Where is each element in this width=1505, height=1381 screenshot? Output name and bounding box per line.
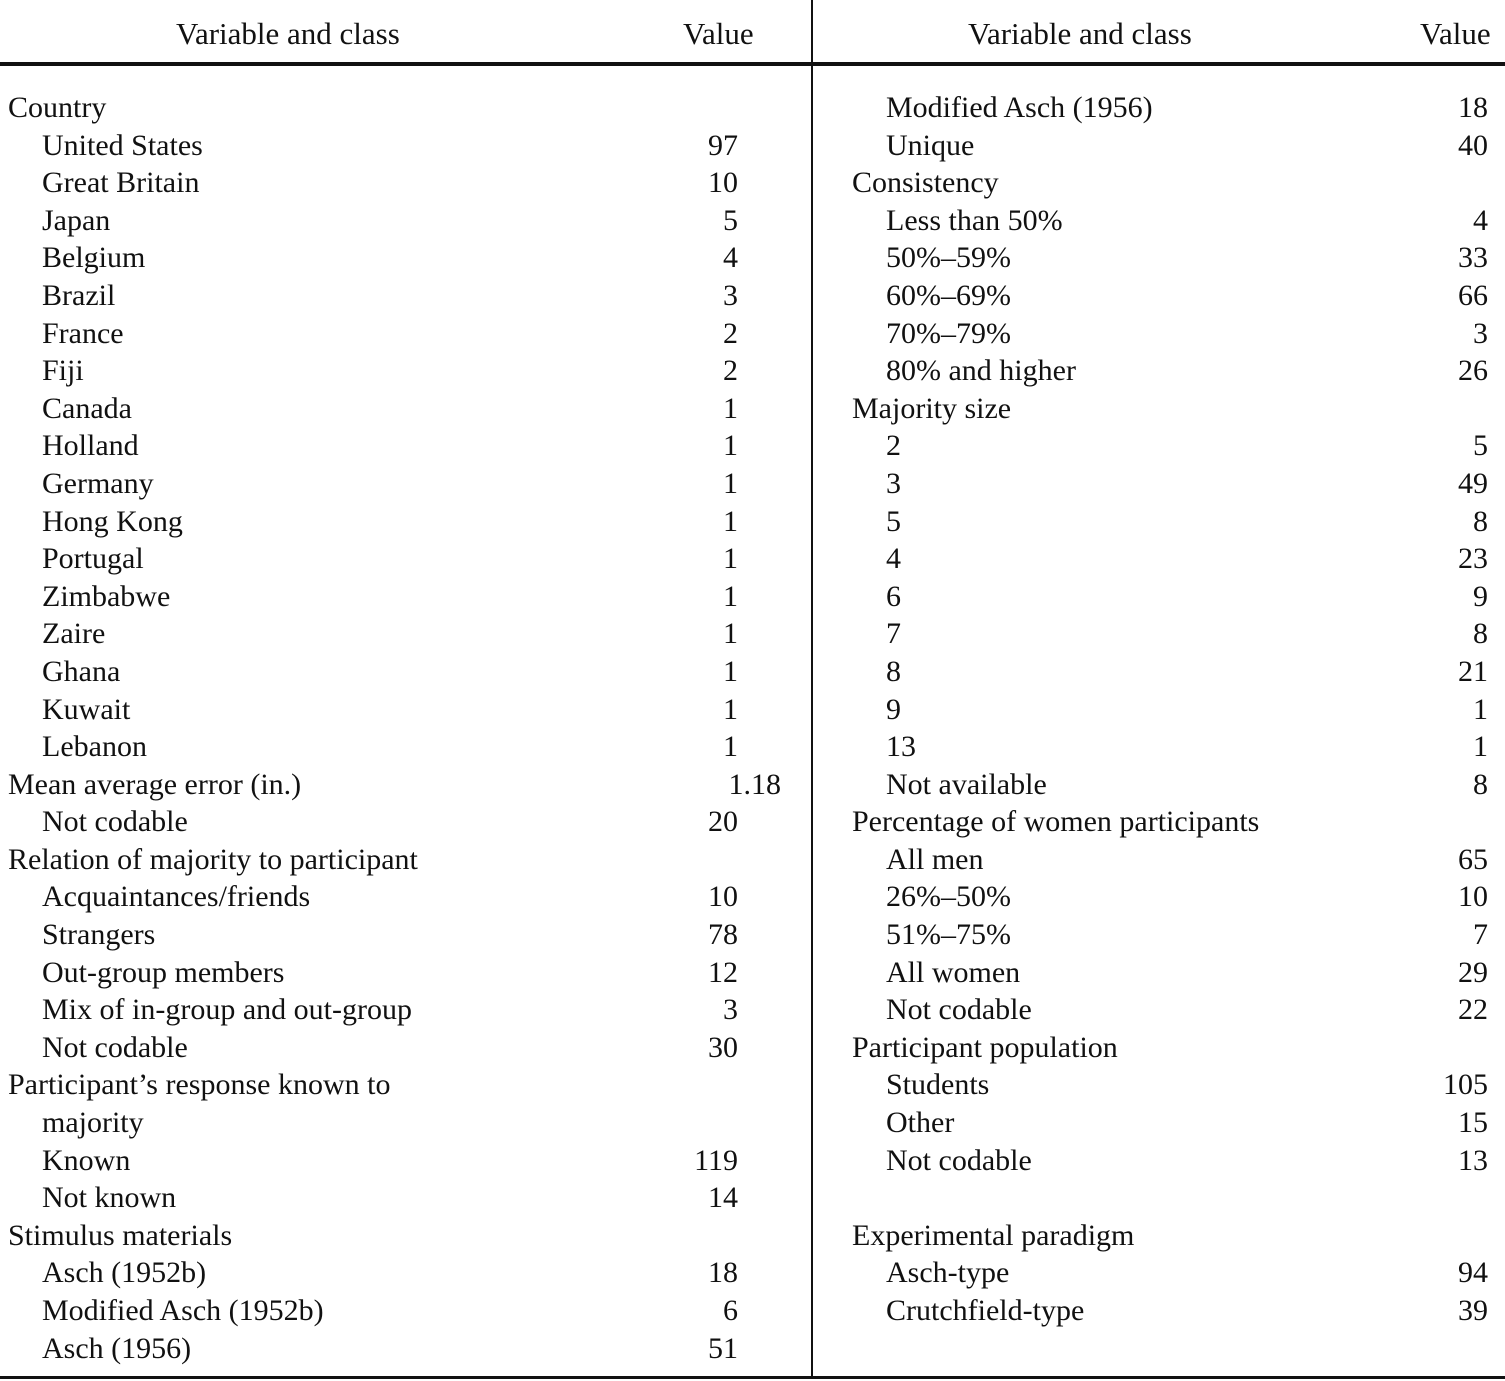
value-cell: 1 <box>723 654 738 688</box>
value-cell: 5 <box>723 203 738 237</box>
table-row <box>8 578 808 616</box>
class-label: Modified Asch (1952b) <box>42 1294 324 1327</box>
class-label: Lebanon <box>42 730 147 764</box>
value-cell: 4 <box>723 241 738 275</box>
value-cell: 3 <box>1473 316 1488 350</box>
class-label: 70%–79% <box>886 316 1011 350</box>
table-row <box>852 239 1502 277</box>
table-row <box>8 1029 808 1067</box>
class-label: 26%–50% <box>886 880 1011 914</box>
table-row <box>8 540 808 578</box>
value-cell: 39 <box>1458 1294 1488 1327</box>
table-row <box>8 202 808 240</box>
table-row <box>8 653 808 691</box>
value-cell: 78 <box>708 918 738 952</box>
table-row <box>852 127 1502 165</box>
variable-label: Mean average error (in.) <box>8 767 302 801</box>
class-label: Ghana <box>42 654 121 688</box>
table-row <box>852 89 1502 127</box>
value-cell: 3 <box>723 993 738 1027</box>
table-row <box>8 315 808 353</box>
table-row <box>8 615 808 653</box>
variable-label: Experimental paradigm <box>852 1218 1135 1252</box>
table-row <box>852 1292 1502 1330</box>
class-label: Out-group members <box>42 955 285 989</box>
value-cell: 1 <box>723 692 738 726</box>
class-label: 7 <box>886 617 901 651</box>
value-cell: 18 <box>708 1256 738 1290</box>
class-label: 9 <box>886 692 901 726</box>
class-label: Kuwait <box>42 692 131 726</box>
class-label: Hong Kong <box>42 504 183 538</box>
value-cell: 8 <box>1473 504 1488 538</box>
column-divider <box>811 0 813 1379</box>
value-cell: 29 <box>1458 955 1488 989</box>
table-row <box>8 954 808 992</box>
table-row <box>852 1179 1502 1217</box>
class-label: Asch (1952b) <box>42 1256 207 1290</box>
class-label: majority <box>42 1106 144 1140</box>
table-row <box>852 916 1502 954</box>
table-row <box>8 916 808 954</box>
value-cell: 4 <box>1473 203 1488 237</box>
header-rule <box>0 62 1505 66</box>
value-cell: 14 <box>708 1181 738 1215</box>
class-label: Other <box>886 1106 955 1140</box>
class-label: All women <box>886 955 1021 989</box>
right-variable-header: Variable and class <box>968 16 1192 51</box>
left-variable-header: Variable and class <box>176 16 400 51</box>
class-label: Students <box>886 1068 990 1102</box>
value-cell: 10 <box>708 166 738 200</box>
value-cell: 1.18 <box>728 767 781 801</box>
class-label: 50%–59% <box>886 241 1011 275</box>
table-row <box>852 427 1502 465</box>
table-row <box>852 954 1502 992</box>
table-row <box>8 503 808 541</box>
value-cell: 1 <box>723 504 738 538</box>
table-row <box>8 465 808 503</box>
table-row <box>8 1066 808 1104</box>
value-cell: 8 <box>1473 617 1488 651</box>
value-cell: 1 <box>1473 730 1488 764</box>
table-row <box>8 803 808 841</box>
class-label: Germany <box>42 466 154 500</box>
table-row <box>852 390 1502 428</box>
variable-label: Country <box>8 91 107 124</box>
class-label: Japan <box>42 203 111 237</box>
table-row <box>852 277 1502 315</box>
value-cell: 30 <box>708 1030 738 1064</box>
class-label: 6 <box>886 579 901 613</box>
table-row <box>8 427 808 465</box>
class-label: Not codable <box>42 805 188 839</box>
class-label: Acquaintances/friends <box>42 880 311 914</box>
table-row <box>852 1217 1502 1255</box>
table-row <box>852 578 1502 616</box>
class-label: 3 <box>886 466 901 500</box>
class-label: 2 <box>886 429 901 463</box>
class-label: Not known <box>42 1181 177 1215</box>
value-cell: 5 <box>1473 429 1488 463</box>
value-cell: 33 <box>1458 241 1488 275</box>
value-cell: 1 <box>723 730 738 764</box>
table-row <box>852 878 1502 916</box>
value-cell: 18 <box>1458 91 1488 124</box>
class-label: Modified Asch (1956) <box>886 91 1153 124</box>
class-label: Asch (1956) <box>42 1331 192 1365</box>
table-row <box>852 352 1502 390</box>
table-row <box>8 691 808 729</box>
class-label: Holland <box>42 429 139 463</box>
value-cell: 65 <box>1458 842 1488 876</box>
table-row <box>852 841 1502 879</box>
class-label: 80% and higher <box>886 354 1076 388</box>
class-label: Not codable <box>886 993 1032 1027</box>
class-label: France <box>42 316 124 350</box>
table-row <box>852 315 1502 353</box>
value-cell: 119 <box>694 1143 738 1177</box>
left-table-column <box>8 89 808 1367</box>
class-label: 60%–69% <box>886 278 1011 312</box>
class-label: Great Britain <box>42 166 200 200</box>
table-row <box>8 1292 808 1330</box>
variable-label: Majority size <box>852 391 1012 425</box>
table-row <box>8 1330 808 1368</box>
value-cell: 49 <box>1458 466 1488 500</box>
table-row <box>852 1029 1502 1067</box>
table-row <box>8 277 808 315</box>
class-label: Less than 50% <box>886 203 1063 237</box>
value-cell: 40 <box>1458 128 1488 162</box>
value-cell: 1 <box>723 429 738 463</box>
value-cell: 51 <box>708 1331 738 1365</box>
class-label: Not available <box>886 767 1047 801</box>
table-row <box>852 803 1502 841</box>
value-cell: 22 <box>1458 993 1488 1027</box>
table-row <box>8 728 808 766</box>
value-cell: 97 <box>708 128 738 162</box>
class-label: Mix of in-group and out-group <box>42 993 412 1027</box>
class-label: Fiji <box>42 354 84 388</box>
table-row <box>8 1179 808 1217</box>
class-label: Unique <box>886 128 975 162</box>
right-value-header: Value <box>1420 16 1491 51</box>
value-cell: 26 <box>1458 354 1488 388</box>
value-cell: 15 <box>1458 1106 1488 1140</box>
table-row <box>8 352 808 390</box>
class-label: All men <box>886 842 984 876</box>
table-row <box>852 1254 1502 1292</box>
class-label: Portugal <box>42 542 144 576</box>
value-cell: 1 <box>723 617 738 651</box>
class-label: Not codable <box>42 1030 188 1064</box>
class-label: Belgium <box>42 241 146 275</box>
class-label: 13 <box>886 730 916 764</box>
value-cell: 21 <box>1458 654 1488 688</box>
class-label: Strangers <box>42 918 156 952</box>
table-row <box>8 1104 808 1142</box>
table-row <box>8 127 808 165</box>
table-row <box>8 1254 808 1292</box>
table-row <box>8 1217 808 1255</box>
table-row <box>852 503 1502 541</box>
class-label: Asch-type <box>886 1256 1010 1290</box>
value-cell: 66 <box>1458 278 1488 312</box>
value-cell: 10 <box>1458 880 1488 914</box>
class-label: 5 <box>886 504 901 538</box>
value-cell: 6 <box>723 1294 738 1327</box>
value-cell: 2 <box>723 316 738 350</box>
class-label: Known <box>42 1143 131 1177</box>
table-row <box>852 653 1502 691</box>
table-row <box>852 615 1502 653</box>
value-cell: 1 <box>723 542 738 576</box>
class-label: Zaire <box>42 617 106 651</box>
table-row <box>852 728 1502 766</box>
table-row <box>852 691 1502 729</box>
value-cell: 1 <box>1473 692 1488 726</box>
variable-label: Relation of majority to participant <box>8 842 418 876</box>
class-label: United States <box>42 128 203 162</box>
class-label: Crutchfield-type <box>886 1294 1085 1327</box>
table-row <box>8 390 808 428</box>
value-cell: 2 <box>723 354 738 388</box>
value-cell: 94 <box>1458 1256 1488 1290</box>
value-cell: 105 <box>1443 1068 1488 1102</box>
table-row <box>8 991 808 1029</box>
class-label: Canada <box>42 391 132 425</box>
class-label: 8 <box>886 654 901 688</box>
table-row <box>852 766 1502 804</box>
table-row <box>8 766 808 804</box>
table-row <box>8 878 808 916</box>
table-row <box>852 164 1502 202</box>
variable-label: Consistency <box>852 166 999 200</box>
left-value-header: Value <box>683 16 754 51</box>
value-cell: 1 <box>723 579 738 613</box>
variable-label: Participant population <box>852 1030 1118 1064</box>
table-row <box>852 991 1502 1029</box>
value-cell: 8 <box>1473 767 1488 801</box>
table-row <box>8 1142 808 1180</box>
class-label: 4 <box>886 542 901 576</box>
variable-label: Percentage of women participants <box>852 805 1260 839</box>
bottom-rule <box>0 1376 1505 1379</box>
value-cell: 9 <box>1473 579 1488 613</box>
table-row <box>8 164 808 202</box>
value-cell: 12 <box>708 955 738 989</box>
table-row <box>852 1142 1502 1180</box>
table-row <box>852 465 1502 503</box>
value-cell: 1 <box>723 466 738 500</box>
class-label: Not codable <box>886 1143 1032 1177</box>
class-label: Zimbabwe <box>42 579 171 613</box>
table-row <box>852 540 1502 578</box>
class-label: 51%–75% <box>886 918 1011 952</box>
value-cell: 23 <box>1458 542 1488 576</box>
variable-label: Participant’s response known to <box>8 1068 391 1102</box>
table-row <box>8 841 808 879</box>
table-row <box>852 1066 1502 1104</box>
value-cell: 1 <box>723 391 738 425</box>
table-row <box>8 89 808 127</box>
variable-label: Stimulus materials <box>8 1218 233 1252</box>
right-table-column <box>852 89 1502 1330</box>
value-cell: 10 <box>708 880 738 914</box>
value-cell: 3 <box>723 278 738 312</box>
table-row <box>8 239 808 277</box>
value-cell: 13 <box>1458 1143 1488 1177</box>
table-row <box>852 202 1502 240</box>
table-row <box>852 1104 1502 1142</box>
value-cell: 20 <box>708 805 738 839</box>
value-cell: 7 <box>1473 918 1488 952</box>
class-label: Brazil <box>42 278 116 312</box>
